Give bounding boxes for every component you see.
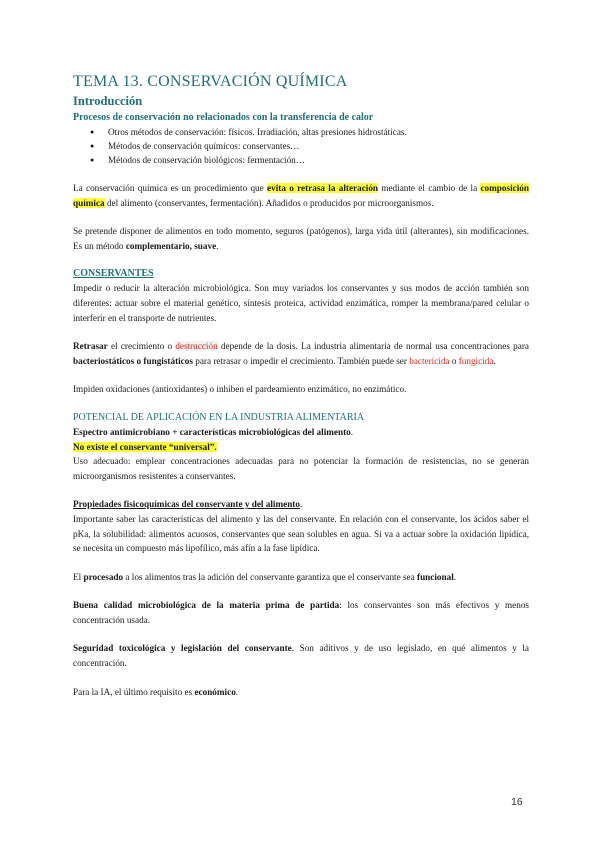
propiedades-heading: Propiedades fisicoquímicas del conservante y del alimento. <box>73 499 303 510</box>
espectro-line: Espectro antimicrobiano + características microbiológicas del alimento. <box>73 426 354 437</box>
paragraph-seguridad: Seguridad toxicológica y legislación del conservante. Son aditivos y de uso legislado, en qué alimentos y la concentración. <box>73 643 529 669</box>
list-item: ● Métodos de conservación biológicos: fermentación… <box>108 153 529 167</box>
paragraph-economico: Para la IA, el último requisito es económico. <box>73 686 239 697</box>
paragraph-objective: Se pretende disponer de alimentos en todo momento, seguros (patógenos), larga vida útil (alterantes), sin modificaciones. Es un método complementario, suave. <box>73 226 529 251</box>
methods-list <box>73 125 529 167</box>
list-item: ● Métodos de conservación químicos: conservantes… <box>108 139 529 153</box>
paragraph-propiedades: Importante saber las características del alimento y las del conservante. En relación con el conservante, los ácidos saber el pKa, la solubilidad: alimentos acuosos, conservantes que sean solubles en agua. Si va a actuar sobre la oxidación lipídica, se necesita un compuesto más lipofílico, más afín a la fase lipídica. <box>73 513 529 554</box>
paragraph-conservantes: Impedir o reducir la alteración microbiológica. Son muy variados los conservantes y sus modos de acción también son diferentes: actuar sobre el material genético, síntesis proteica, actividad enzimática, romper la membrana/pared celular o interferir en el transporte de nutrientes. <box>73 283 529 323</box>
paragraph-oxidaciones: Impiden oxidaciones (antioxidantes) o inhiben el pardeamiento enzimático, no enzimático. <box>73 384 407 395</box>
destruccion-text: destrucción <box>175 341 218 352</box>
conservantes-heading: CONSERVANTES <box>73 268 154 280</box>
page-title: TEMA 13. CONSERVACIÓN QUÍMICA <box>73 73 348 90</box>
paragraph-retrasar: Retrasar el crecimiento o destrucción depende de la dosis. La industria alimentaria de normal usa concentraciones para bacteriostáticos o fungistáticos para retrasar o impedir el crecimiento. También puede ser bactericida o fungicida. <box>73 341 529 366</box>
intro-subheading: Procesos de conservación no relacionados con la transferencia de calor <box>73 112 374 123</box>
paragraph-definition: La conservación química es un procedimiento que evita o retrasa la alteración mediante el cambio de la composición química del alimento (conservantes, fermentación). Añadidos o producidos por microorganismos. <box>73 183 529 208</box>
document-page <box>73 72 529 699</box>
universal-line: No existe el conservante “universal”. <box>73 441 217 452</box>
highlight-evita: evita o retrasa la alteración <box>267 183 379 193</box>
paragraph-calidad: Buena calidad microbiológica de la materia prima de partida: los conservantes son más efectivos y menos concentración usada. <box>73 600 529 625</box>
paragraph-uso: Uso adecuado: emplear concentraciones adecuadas para no potenciar la formación de resistencias, no se generan microorganismos resistentes a conservantes. <box>73 456 529 481</box>
page-number: 16 <box>511 796 523 808</box>
potencial-heading: POTENCIAL DE APLICACIÓN EN LA INDUSTRIA ALIMENTARIA <box>73 411 365 423</box>
paragraph-procesado: El procesado a los alimentos tras la adición del conservante garantiza que el conservante sea funcional. <box>73 571 457 582</box>
intro-heading: Introducción <box>73 94 143 108</box>
list-item: ● Otros métodos de conservación: físicos. Irradiación, altas presiones hidrostáticas. <box>108 125 529 139</box>
highlight-composicion: composición química <box>73 183 529 208</box>
